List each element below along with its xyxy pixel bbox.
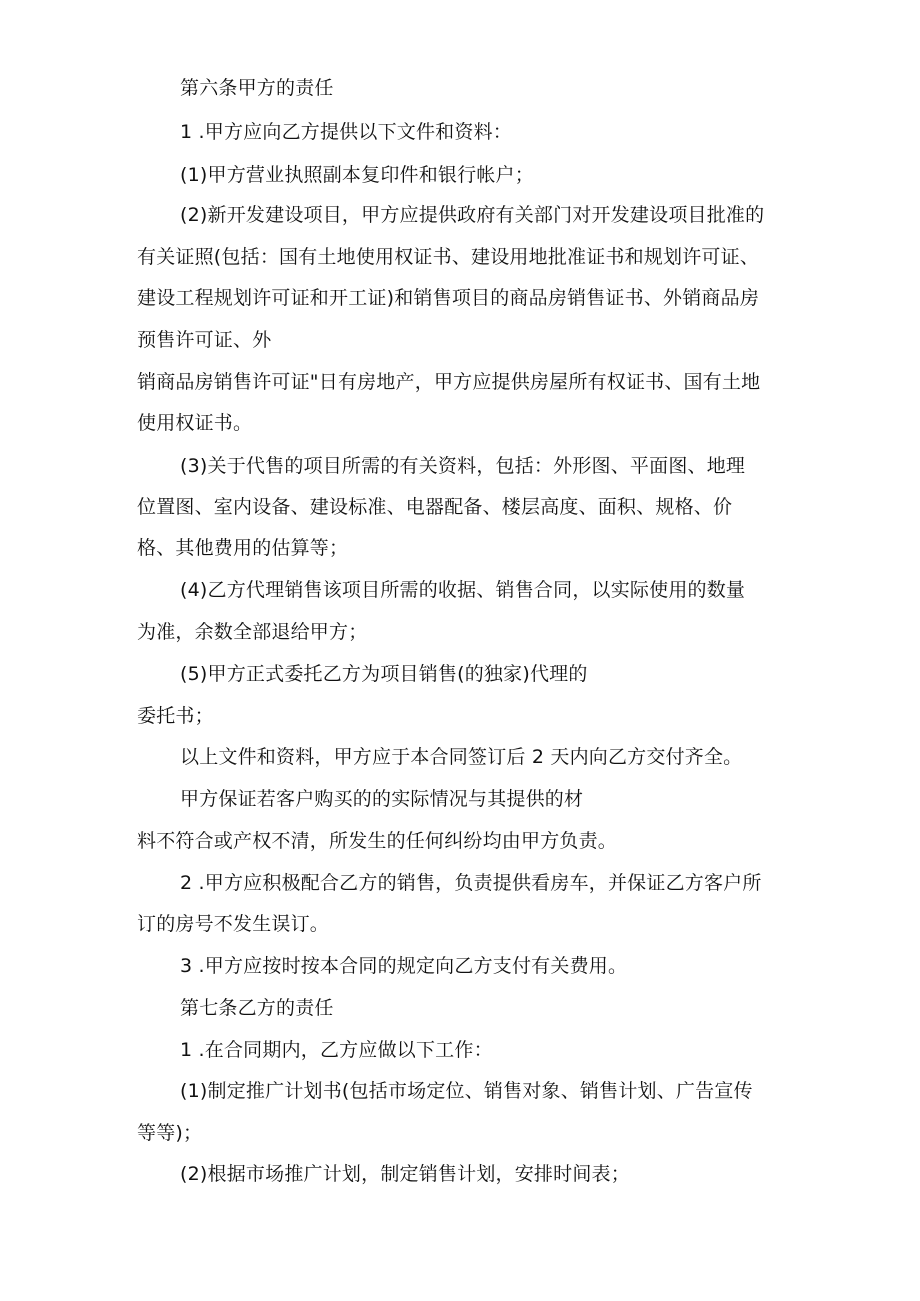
item-7-1-line-1: (1)制定推广计划书(包括市场定位、销售对象、销售计划、广告宣传	[180, 1080, 753, 1102]
clause-1: 1 .甲方应向乙方提供以下文件和资料：	[180, 121, 512, 143]
item-5-line-2: 委托书；	[137, 705, 214, 727]
article-7-heading: 第七条乙方的责任	[180, 997, 334, 1019]
item-2-line-1: (2)新开发建设项目，甲方应提供政府有关部门对开发建设项目批准的	[180, 204, 765, 226]
item-7-1-line-2: 等等)；	[137, 1122, 203, 1144]
item-3-line-3: 格、其他费用的估算等；	[137, 537, 349, 559]
item-1: (1)甲方营业执照副本复印件和银行帐户；	[180, 164, 534, 186]
item-2-line-3: 建设工程规划许可证和开工证)和销售项目的商品房销售证书、外销商品房	[137, 287, 760, 309]
clause-7-1: 1 .在合同期内，乙方应做以下工作：	[180, 1039, 493, 1061]
clause-2-line-2: 订的房号不发生误订。	[137, 913, 330, 935]
clause-3: 3 .甲方应按时按本合同的规定向乙方支付有关费用。	[180, 955, 628, 977]
clause-2-line-1: 2 .甲方应积极配合乙方的销售，负责提供看房车，并保证乙方客户所	[180, 872, 762, 894]
item-7-2: (2)根据市场推广计划，制定销售计划，安排时间表；	[180, 1163, 630, 1185]
guarantee-line-1: 甲方保证若客户购买的的实际情况与其提供的材	[180, 788, 584, 810]
guarantee-line-2: 料不符合或产权不清，所发生的任何纠纷均由甲方负责。	[137, 830, 618, 852]
documents-deadline: 以上文件和资料，甲方应于本合同签订后 2 天内向乙方交付齐全。	[180, 746, 743, 768]
item-3-line-2: 位置图、室内设备、建设标准、电器配备、楼层高度、面积、规格、价	[137, 496, 733, 518]
item-3-line-1: (3)关于代售的项目所需的有关资料，包括：外形图、平面图、地理	[180, 455, 746, 477]
item-2-line-2: 有关证照(包括：国有土地使用权证书、建设用地批准证书和规划许可证、	[137, 246, 760, 268]
article-6-heading: 第六条甲方的责任	[180, 77, 334, 99]
item-4-line-2: 为准，余数全部退给甲方；	[137, 621, 368, 643]
item-4-line-1: (4)乙方代理销售该项目所需的收据、销售合同，以实际使用的数量	[180, 579, 746, 601]
item-5-line-1: (5)甲方正式委托乙方为项目销售(的独家)代理的	[180, 663, 588, 685]
item-2-line-4: 预售许可证、外	[137, 329, 272, 351]
item-2-line-5: 销商品房销售许可证"日有房地产，甲方应提供房屋所有权证书、国有土地	[137, 371, 761, 393]
item-2-line-6: 使用权证书。	[137, 412, 253, 434]
